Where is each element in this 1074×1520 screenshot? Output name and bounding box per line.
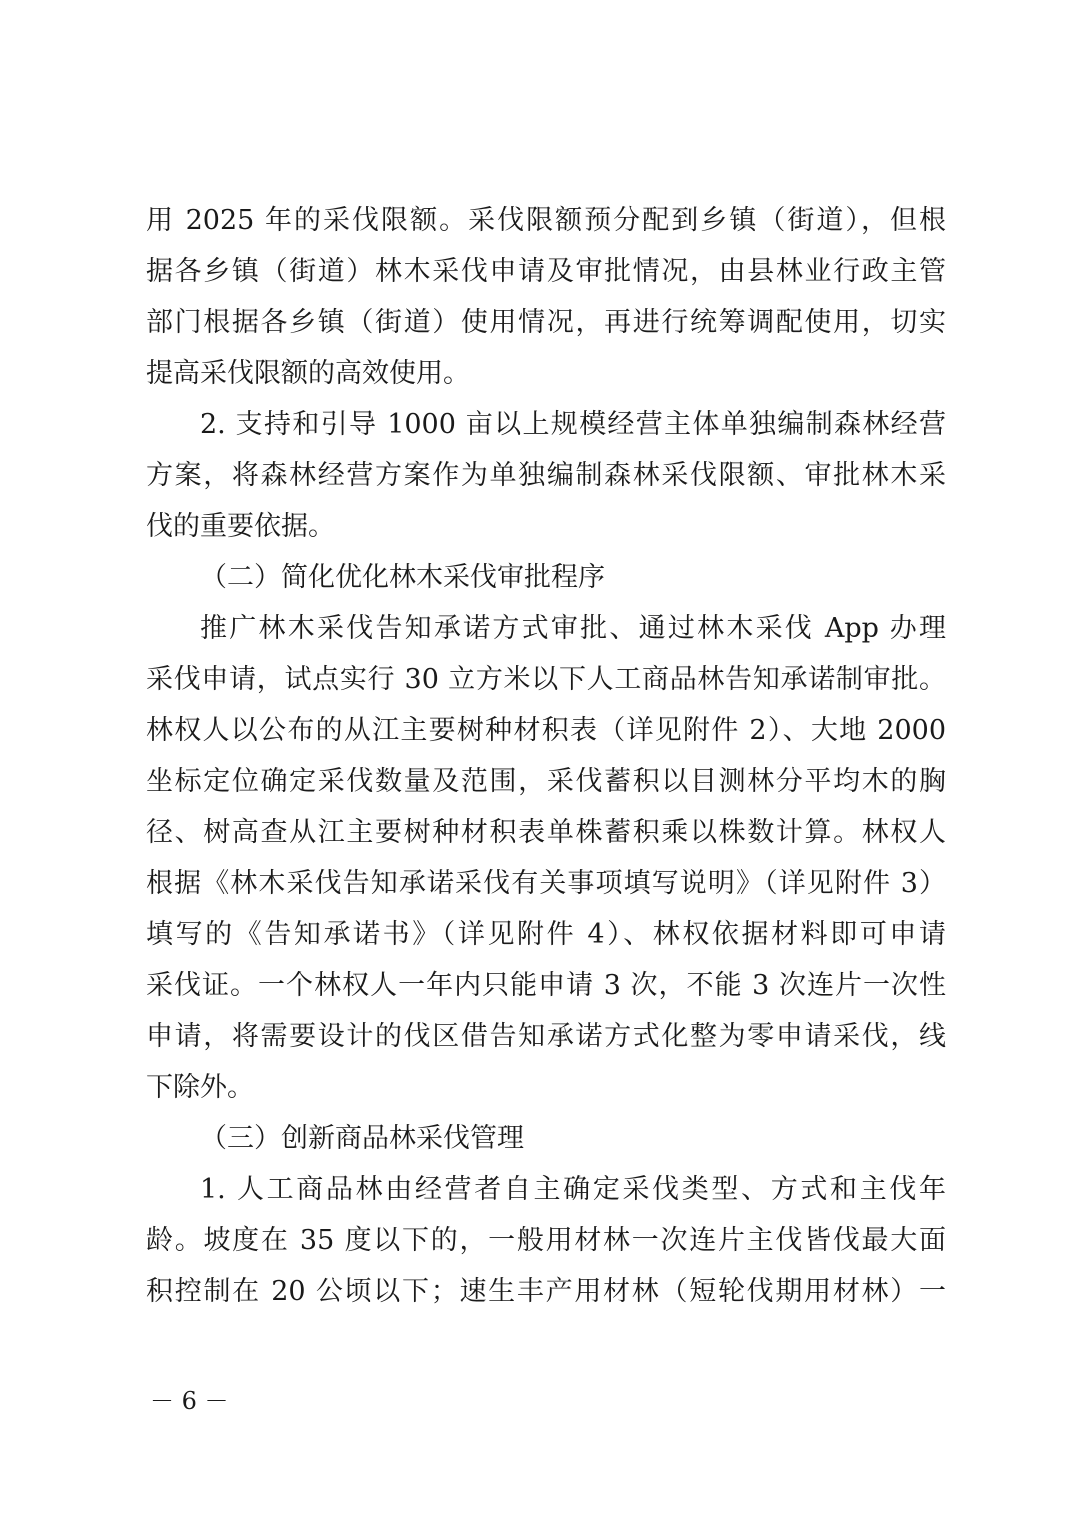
text-line: 部门根据各乡镇（街道）使用情况，再进行统筹调配使用，切实 bbox=[146, 307, 946, 338]
text-line: 径、树高查从江主要树种材积表单株蓄积乘以株数计算。林权人 bbox=[146, 817, 946, 848]
text-line: 提高采伐限额的高效使用。 bbox=[146, 358, 470, 389]
text-line: 伐的重要依据。 bbox=[146, 511, 335, 542]
section-heading: （二）简化优化林木采伐审批程序 bbox=[200, 562, 605, 593]
text-line: 2. 支持和引导 1000 亩以上规模经营主体单独编制森林经营 bbox=[200, 409, 946, 440]
text-line: 采伐证。一个林权人一年内只能申请 3 次，不能 3 次连片一次性 bbox=[146, 970, 946, 1001]
text-line: 方案，将森林经营方案作为单独编制森林采伐限额、审批林木采 bbox=[146, 460, 946, 491]
text-line: 采伐申请，试点实行 30 立方米以下人工商品林告知承诺制审批。 bbox=[146, 664, 946, 695]
text-line: 龄。坡度在 35 度以下的，一般用材林一次连片主伐皆伐最大面 bbox=[146, 1225, 946, 1256]
body-text bbox=[146, 195, 946, 1317]
text-line: 据各乡镇（街道）林木采伐申请及审批情况，由县林业行政主管 bbox=[146, 256, 946, 287]
text-line: 申请，将需要设计的伐区借告知承诺方式化整为零申请采伐，线 bbox=[146, 1021, 946, 1052]
text-line: 根据《林木采伐告知承诺采伐有关事项填写说明》（详见附件 3） bbox=[146, 868, 946, 899]
text-line: 用 2025 年的采伐限额。采伐限额预分配到乡镇（街道），但根 bbox=[146, 205, 946, 236]
text-line: 填写的《告知承诺书》（详见附件 4）、林权依据材料即可申请 bbox=[146, 919, 946, 950]
text-line: 1. 人工商品林由经营者自主确定采伐类型、方式和主伐年 bbox=[200, 1174, 946, 1205]
text-line: 积控制在 20 公顷以下；速生丰产用材林（短轮伐期用材林）一 bbox=[146, 1276, 946, 1307]
text-line: 林权人以公布的从江主要树种材积表（详见附件 2）、大地 2000 bbox=[146, 715, 946, 746]
page-number: － 6 － bbox=[150, 1387, 229, 1415]
text-line: 坐标定位确定采伐数量及范围，采伐蓄积以目测林分平均木的胸 bbox=[146, 766, 946, 797]
section-heading: （三）创新商品林采伐管理 bbox=[200, 1123, 524, 1154]
text-line: 下除外。 bbox=[146, 1072, 254, 1103]
text-line: 推广林木采伐告知承诺方式审批、通过林木采伐 App 办理 bbox=[200, 613, 946, 644]
